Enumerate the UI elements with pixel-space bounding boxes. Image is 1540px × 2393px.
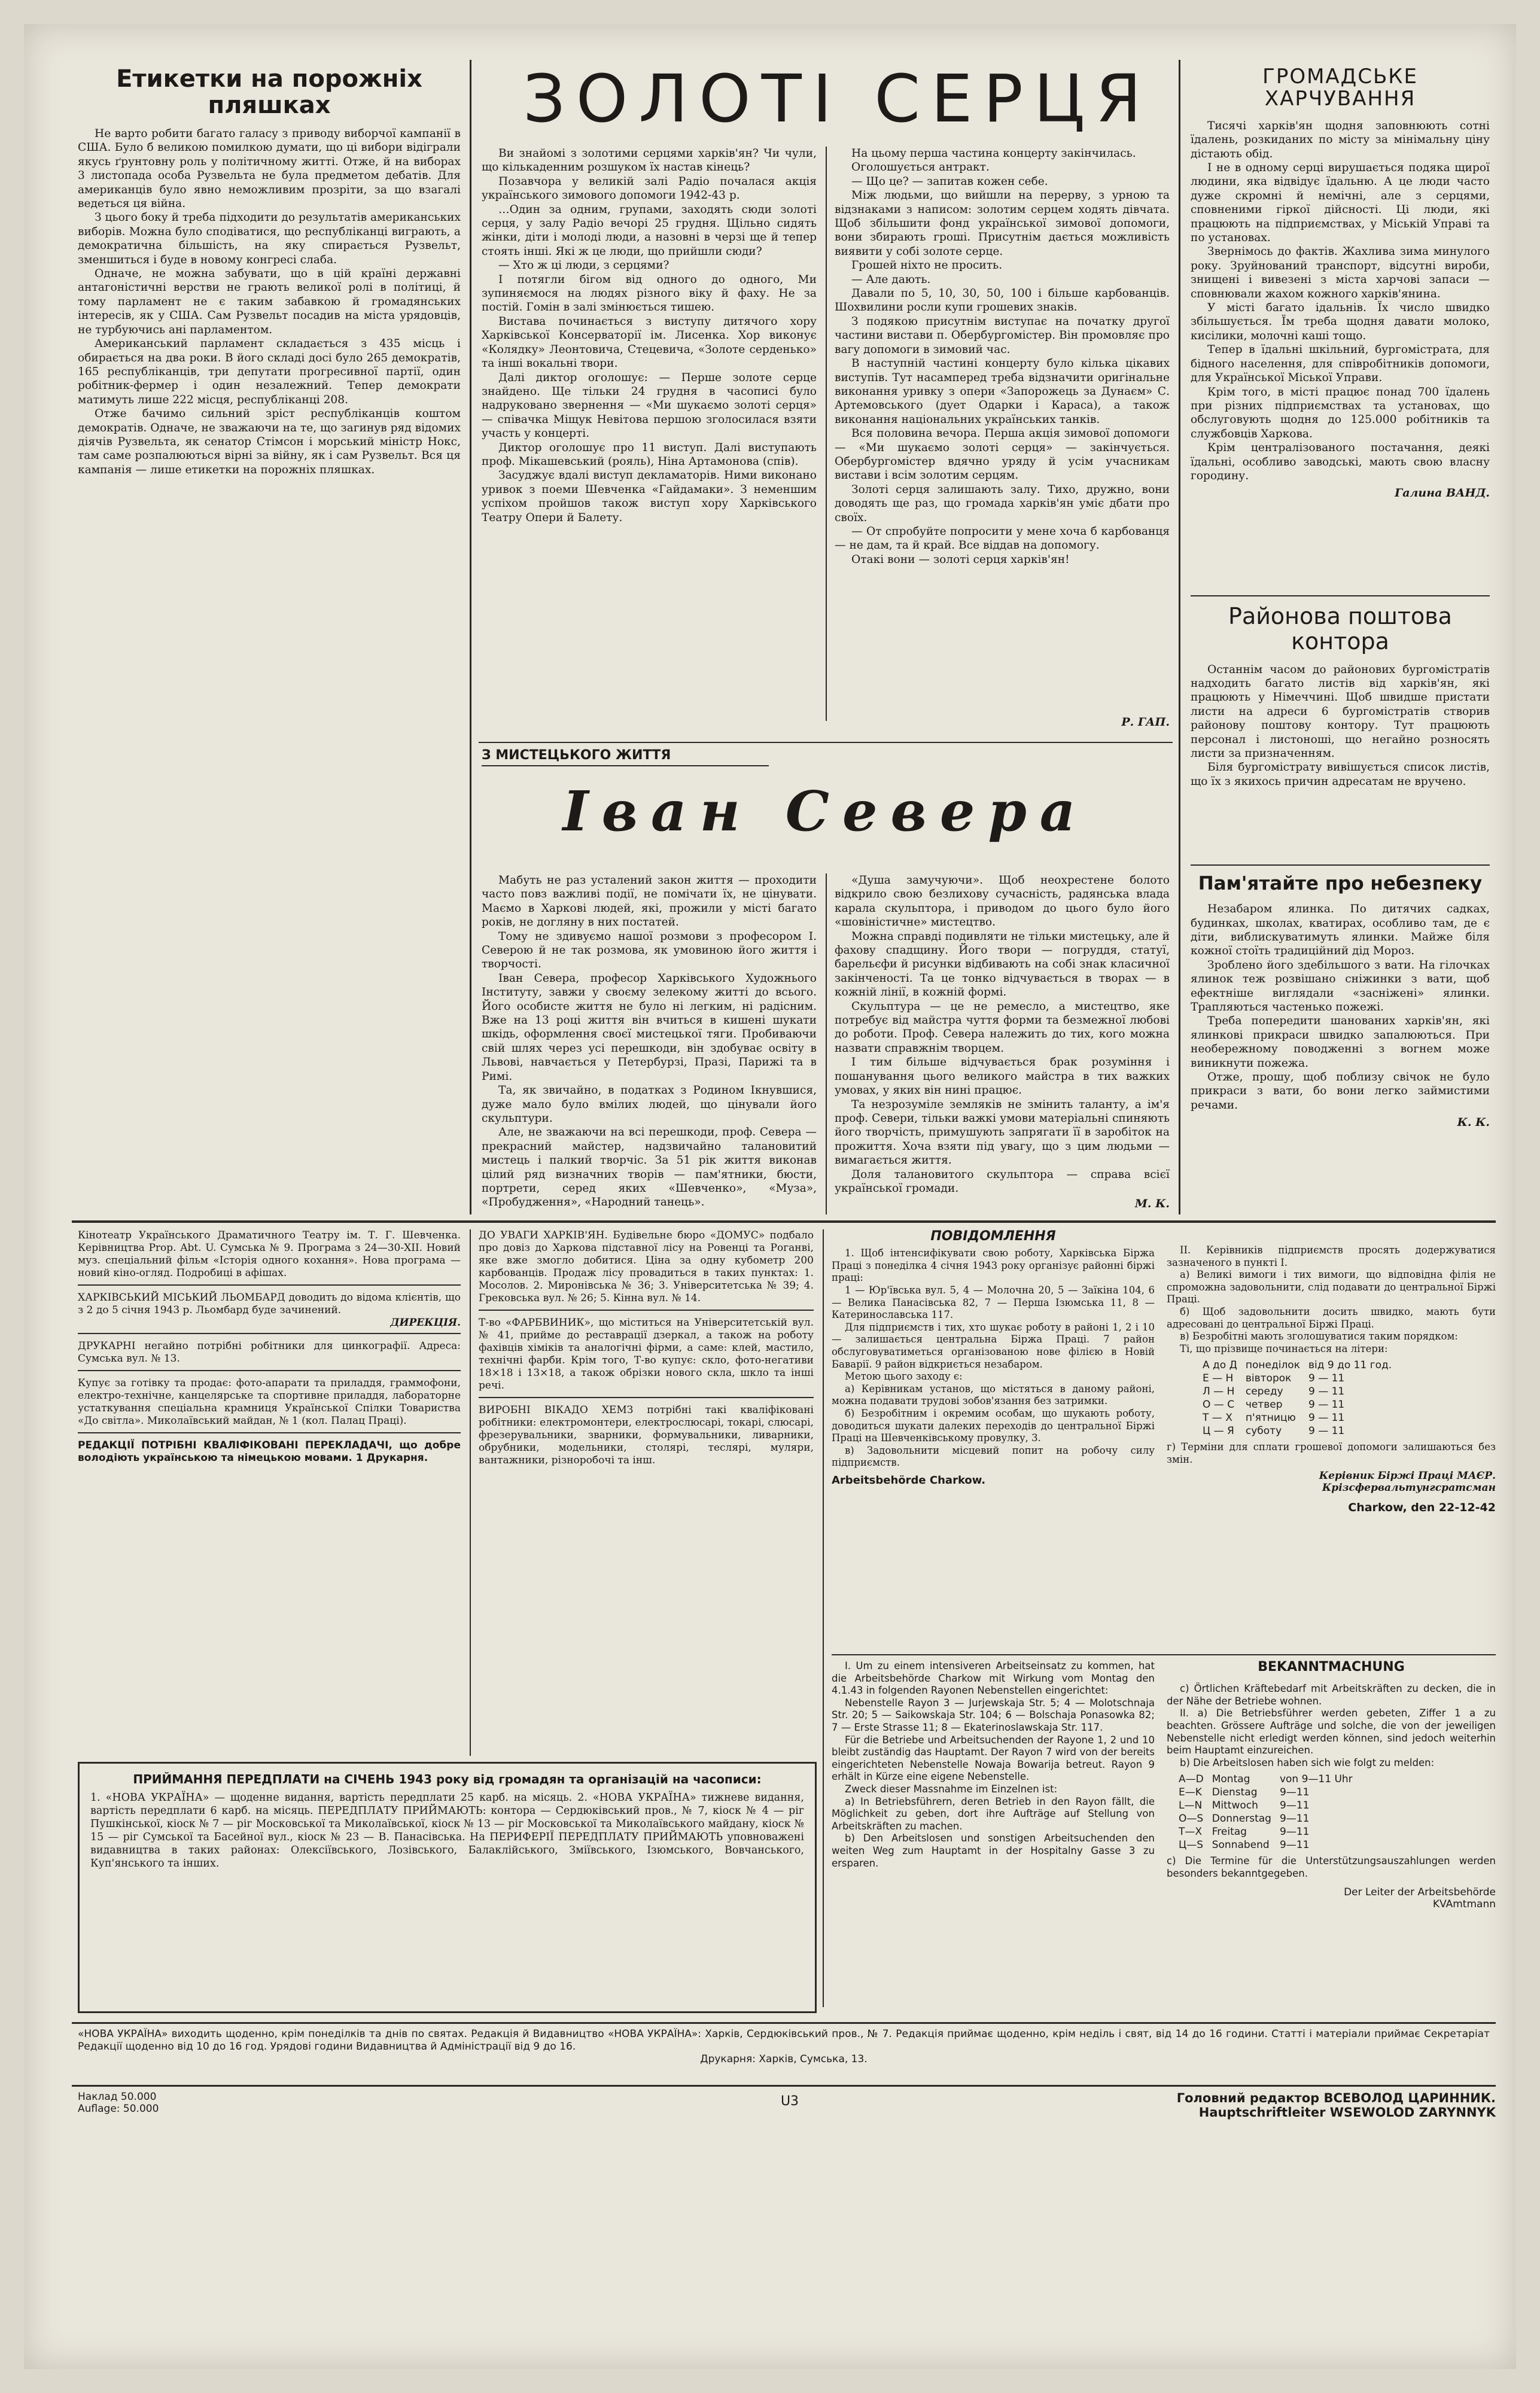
severa-col1 [482, 873, 817, 1214]
paragraph: Оголошується антракт. [851, 161, 990, 174]
paragraph: Але, не зважаючи на всі перешкоди, проф. Севера — прекрасний майстер, надзвичайно талановитий мистець і палкий творчіс. За 51 рік життя виконав цілий ряд визначних творів — пам'ятники, бюсти, портрети, серед яких «Шевченко», «Муза», «Пробудження», «Народний танець». [482, 1126, 817, 1209]
left-article [78, 66, 461, 796]
paragraph: c) Örtlichen Kräftebedarf mit Arbeitskräften zu decken, die in der Nähe der Betriebe wohnen. [1167, 1683, 1496, 1707]
schedule-row [1179, 1838, 1361, 1852]
schedule-letters: A—D [1179, 1773, 1204, 1786]
paragraph: Скульптура — це не ремесло, а мистецтво, яке потребує від майстра чуття форми та безмежної любові до роботи. Проф. Севера належить до тих, кого можна назвати справжнім творцем. [835, 1000, 1170, 1055]
paragraph: Золоті серця залишають залу. Тихо, дружно, вони доводять ще раз, що громада харків'ян уміє дбати про своїх. [835, 483, 1170, 524]
column-divider [470, 60, 471, 1214]
paragraph: Отже бачимо сильний зріст республіканців коштом демократів. Одначе, не зважаючи на те, що загинув ряд відомих діячів Рузвельта, як сенатор Стімсон і морський міністр Нокс, там саме розпалюються вірні за війну, як і сам Рузвельт. Вся ця кампанія — лише етикетки на порожніх пляшках. [78, 407, 461, 476]
schedule-row [1179, 1786, 1361, 1799]
schedule-row [1179, 1812, 1361, 1825]
schedule-letters: О — С [1203, 1399, 1235, 1411]
schedule-time: 9 — 11 [1308, 1386, 1345, 1398]
postal-title: Районова поштова контора [1228, 604, 1452, 654]
notice-sign1: Керівник Біржі Праці МАЄР. [1319, 1469, 1496, 1482]
schedule-letters: L—N [1179, 1800, 1203, 1812]
paragraph: б) Щоб задовольнити досить швидко, мають бути адресовані до центральної Біржі Праці. [1167, 1305, 1496, 1330]
paragraph: Тисячі харків'ян щодня заповнюють сотні їдалень, розкиданих по місту за мінімальну ціну дістають обід. [1191, 119, 1490, 160]
footer-info-text: «НОВА УКРАЇНА» виходить щоденно, крім понеділків та днів по святах. Редакція й Видавництво «НОВА УКРАЇНА»: Харків, Сердюківський пров., № 7. Редакція приймає щоденно, крім неділь і свят, від 14 до 16 години. Статті і матеріали приймає Секретаріат Редакції щоденно від 10 до 16 год. Урядові години Видавництва й Адміністрації від 9 до 16. [78, 2028, 1490, 2053]
bekannt-after: c) Die Termine für die Unterstützungsauszahlungen werden besonders bekanntgegeben. [1167, 1855, 1496, 1879]
paragraph: Треба попередити шанованих харків'ян, які ялинкові прикраси швидко запалюються. При необережному поводженні з вогнем може виникнути пожежа. [1191, 1015, 1490, 1070]
section-label: З МИСТЕЦЬКОГО ЖИТТЯ [482, 748, 769, 766]
column-divider [470, 1229, 471, 1756]
column-divider [823, 1229, 824, 2007]
signature: К. К. [1457, 1116, 1490, 1129]
paragraph: Für die Betriebe und Arbeitsuchenden der Rayone 1, 2 und 10 bleibt zuständig das Hauptamt. Der Rayon 7 wird von der bereits eingerichteten Nebenstelle Nowaja Bowarija betreut. Rayon 9 erhält in Kürze eine eigene Nebenstelle. [832, 1734, 1155, 1783]
circulation-de: Auflage: 50.000 [78, 2103, 159, 2115]
paragraph: — Але дають. [851, 273, 931, 286]
paragraph: Звернімось до фактів. Жахлива зима минулого року. Зруйнований транспорт, відсутні вироби, знищені і вивезені з міста харчові запаси — сповнювали жахом кожного харків'янина. [1191, 245, 1490, 300]
paragraph: — От спробуйте попросити у мене хоча б карбованця — не дам, та й край. Все віддав на допомогу. [835, 525, 1170, 552]
schedule-letters: E—K [1179, 1786, 1202, 1799]
schedule-day: Donnerstag [1212, 1813, 1271, 1825]
bekannt-sign1: Der Leiter der Arbeitsbehörde [1344, 1886, 1496, 1898]
paragraph: Метою цього заходу є: [845, 1371, 963, 1383]
schedule-time: von 9—11 Uhr [1279, 1773, 1353, 1786]
paragraph: Диктор оголошує про 11 виступ. Далі виступають проф. Мікашевський (рояль), Ніна Артамонова (спів). [482, 441, 817, 468]
paragraph: Засуджує вдалі виступ декламаторів. Ними виконано уривок з поеми Шевченка «Гайдамаки». З неменшим успіхом пройшов також виступ хору Харківського Театру Опери й Балету. [482, 469, 817, 524]
bekannt-title: BEKANNTMACHUNG [1258, 1660, 1405, 1675]
section-label-box [482, 748, 769, 772]
section-rule [479, 742, 1173, 743]
paragraph: Тепер в їдальні шкільний, бургомістрата, для бідного населення, для співробітників допомоги, для Української Міської Управи. [1191, 343, 1490, 385]
notice-ua-left [832, 1229, 1155, 1648]
paragraph: а) Керівникам установ, що містяться в даному районі, можна подавати трудові зобов'язання без затримки. [832, 1383, 1155, 1407]
center-article-col2 [835, 147, 1170, 715]
signature: Галина ВАНД. [1395, 486, 1490, 500]
danger-article [1191, 873, 1490, 1214]
paragraph: І не в одному серці вирушається подяка щирої людини, яка відвідує їдальню. А це люди часто дуже скромні й немічні, але з серцями, сповненими гіркої дійсності. Ці люди, які працюють на підприємствах, у Міській Управі та по установах. [1191, 162, 1490, 245]
paragraph: Між людьми, що вийшли на перерву, з урною та відзнаками з написом: золотим серцем ходять дівчата. Щоб збільшити фонд української зимової допомоги, вони збирають гроші. Присутнім дається можливість виявити у собі золоте серце. [835, 189, 1170, 258]
paragraph: a) In Betriebsführern, deren Betrieb in den Rayon fällt, die Möglichkeit zu geben, dort ihre Aufträge auf Stellung von Arbeitskräften zu machen. [832, 1795, 1155, 1832]
left-article-title: Етикетки на порожніх пляшках [116, 66, 422, 119]
paragraph: …Один за одним, групами, заходять сюди золоті серця, у залу Радіо вечорі 25 грудня. Щільно сидять жінки, діти і молоді люди, а назовні в черзі ще й тепер стоять інші. Які ж це люди, що прийшли сюди? [482, 203, 817, 258]
schedule-time: 9—11 [1279, 1800, 1310, 1812]
paragraph: Біля бургомістрату вивішується список листів, що їх з якихось причин адресатам не вручено. [1191, 761, 1490, 788]
headline-title: ЗОЛОТІ СЕРЦЯ [523, 66, 1152, 137]
center-article-col1 [482, 147, 817, 733]
paragraph: З подякою присутнім виступає на початку другої частини вистави п. Обербургомістер. Він промовляє про вагу допомоги в зимовий час. [835, 315, 1170, 356]
schedule-day: Montag [1212, 1773, 1250, 1786]
right-top-article [1191, 66, 1490, 592]
paragraph: Вся половина вечора. Перша акція зимової допомоги — «Ми шукаємо золоті серця» — закінчується. Обербургомістер вдячно уряду й усім учасникам вистави і всім золотим серцям. [835, 427, 1170, 482]
schedule-time: 9 — 11 [1308, 1399, 1345, 1411]
notice-date: Charkow, den 22-12-42 [1348, 1500, 1496, 1514]
signature: Р. ГАП. [1121, 716, 1170, 729]
ad-domus: ДО УВАГИ ХАРКІВ'ЯН. Будівельне бюро «ДОМУС» подбало про довіз до Харкова підставної лісу на Ровенці та Роганві, яке вже змогло добитися. Ціна за одну кубометр 200 карбованців. Продаж лісу провадиться в таких пунктах: 1. Мосолов. 2. Миронівська № 36; 3. Університетська № 39; 4. Грековська вул. № 26; 5. Кінна вул. № 14. [479, 1229, 814, 1311]
schedule-letters: T—X [1179, 1826, 1203, 1838]
notice-sign: Arbeitsbehörde Charkow. [832, 1473, 986, 1487]
paragraph: Не варто робити багато галасу з приводу виборчої кампанії в США. Було б великою помилкою думати, що ці вибори відіграли якусь ґрунтовну роль у політичному житті. Отже, й на виборах 3 листопада особа Рузвельта не була предметом дебатів. Для американців було явно неможливим прозріти, за що взагалі ведеться ця війна. [78, 127, 461, 211]
section-rule [1191, 864, 1490, 866]
bekannt-left [832, 1660, 1155, 2019]
schedule-row [1179, 1825, 1361, 1838]
section-rule [832, 1654, 1496, 1655]
ad-theatre: Кінотеатр Українського Драматичного Театру ім. Т. Г. Шевченка. Керівництва Prop. Abt. U. Сумська № 9. Програма з 24—30-XII. Новий муз. спеціальний фільм «Історія одного кохання». Нова програма — новий кіно-огляд. Подробиці в афішах. [78, 1229, 461, 1286]
schedule-time: від 9 до 11 год. [1308, 1359, 1392, 1372]
danger-title: Пам'ятайте про небезпеку [1198, 873, 1483, 894]
paragraph: Вистава починається з виступу дитячого хору Харківської Консерваторії ім. Лисенка. Хор виконує «Колядку» Леонтовича, Стецевича, «Золоте серденько» та інші вокальні твори. [482, 315, 817, 370]
paragraph: Мабуть не раз усталений закон життя — проходити часто повз важливі події, не помічати їх, не цінувати. Маємо в Харкові людей, які, прожили у місті багато років, не догляну в них постатей. [482, 874, 817, 929]
ad-printing: ДРУКАРНІ негайно потрібні робітники для цинкографії. Адреса: Сумська вул. № 13. [78, 1340, 461, 1371]
headline [479, 66, 1197, 144]
paragraph: II. a) Die Betriebsführer werden gebeten, Ziffer 1 a zu beachten. Grössere Aufträge und solche, die von der jeweiligen Nebenstelle nicht erledigt werden können, sind jedoch weiterhin beim Hauptamt einzureichen. [1167, 1707, 1496, 1756]
ad-pawnshop: ХАРКІВСЬКИЙ МІСЬКИЙ ЛЬОМБАРД доводить до відома клієнтів, що з 2 до 5 січня 1943 р. Льомбард буде зачинений. [78, 1292, 461, 1316]
schedule-row [1179, 1773, 1361, 1786]
postal-article [1191, 604, 1490, 861]
section-rule [1191, 595, 1490, 596]
schedule-letters: Ц—Ѕ [1179, 1839, 1203, 1852]
schedule-letters: А до Д [1203, 1359, 1237, 1372]
notice-sign2: Крізсфервальтунгсратсман [1322, 1481, 1496, 1494]
ads-column-left [78, 1229, 461, 1756]
paragraph: Та незрозуміле земляків не змінить таланту, а ім'я проф. Севери, тільки важкі умови матеріальні спиняють його творчість, примушують запрягати її в заробіток на прожиття. Хоча взяти під увагу, що з цим людьми — вимагається життя. [835, 1098, 1170, 1167]
schedule-time: 9—11 [1279, 1813, 1310, 1825]
schedule-letters: Л — Н [1203, 1386, 1235, 1398]
ad-shop: Купує за готівку та продає: фото-апарати та приладдя, граммофони, електро-технічне, канцелярське та спортивне приладдя, лабораторне устаткування спеціальна крамниця Української Спілки Товариства «До світла». Миколаївський майдан, № 1 (кол. Палац Праці). [78, 1377, 461, 1433]
schedule-letters: Ц — Я [1203, 1425, 1234, 1438]
paragraph: В наступній частині концерту було кілька цікавих виступів. Тут насамперед треба відзначити оригінальне виконання уривку з опери «Запорожець за Дунаєм» С. Артемовського (дует Одарки і Караса), а також виконання національних українських танків. [835, 357, 1170, 426]
subscription-title: ПРИЙМАННЯ ПЕРЕДПЛАТИ на СІЧЕНЬ 1943 року від громадян та організацій на часописи: [133, 1772, 762, 1786]
paragraph: Крім централізованого постачання, деякі їдальні, особливо заводські, мають свою власну городину. [1191, 442, 1490, 482]
paragraph: а) Великі вимоги і тих вимоги, що відповідна філія не спроможна задовольнити, слід подавати до центральної Біржі Праці. [1167, 1269, 1496, 1305]
schedule-row [1203, 1385, 1400, 1398]
circulation-ua: Наклад 50.000 [78, 2091, 157, 2103]
schedule-table-de [1179, 1773, 1361, 1852]
schedule-letters: Е — Н [1203, 1372, 1234, 1385]
column-divider [1179, 60, 1180, 1214]
paragraph: Позавчора у великій залі Радіо почалася акція українського зимового допомоги 1942-43 р. [482, 175, 817, 202]
paragraph: — Хто ж ці люди, з серцями? [498, 259, 669, 272]
severa-signature-box [835, 1194, 1170, 1215]
schedule-row [1203, 1359, 1400, 1372]
paragraph: Тому не здивуємо нашої розмови з професором І. Северою й не так розмова, як умовиною його життя і творчості. [482, 930, 817, 971]
notice-after: г) Терміни для сплати грошевої допомоги залишаються без змін. [1167, 1441, 1496, 1465]
paragraph: Останнім часом до районових бургомістратів надходить багато листів від харків'ян, які працюють у Німеччині. Щоб швидше пристати листи на адреси 6 бургомістратів створив районову поштову контору. Тут працюють персонал і листоноші, що негайно розносять листи за призначенням. [1191, 663, 1490, 760]
paragraph: Доля талановитого скульптора — справа всієї української громади. [835, 1168, 1170, 1195]
column-divider [826, 873, 827, 1214]
paragraph: Та, як звичайно, в податках з Родином Ікнувшися, дуже мало було вмілих людей, що цінували його скульптури. [482, 1084, 817, 1125]
schedule-day: п'ятницю [1245, 1412, 1296, 1424]
paragraph: Ви знайомі з золотими серцями харків'ян? Чи чули, що кількаденним розшуком їх настав кінець? [482, 147, 817, 174]
paragraph: 1 — Юр'ївська вул. 5, 4 — Молочна 20, 5 — Заїкіна 104, 6 — Велика Панасівська 82, 7 — Перша Ізюмська 11, 8 — Катеринославська 117. [832, 1284, 1155, 1321]
paragraph: Давали по 5, 10, 30, 50, 100 і більше карбованців. Шохвилини росли купи грошевих знаків. [835, 287, 1170, 314]
footer-rule [72, 2022, 1496, 2024]
paragraph: Іван Севера, професор Харківського Художнього Інституту, завжи у своєму зелекому житті до всього. Його особисте життя не було ні легким, ні радісним. Вже на 13 році життя він вчиться в кишені шукати шкідь, оформлення своєї мистецької тяги. Пробиваючи свій шлях через усі перешкоди, він здобуває освіту в Львові, навчається у Петербурзі, Празі, Парижі та в Римі. [482, 972, 817, 1083]
schedule-letters: O—S [1179, 1813, 1204, 1825]
bekannt-sign2: KVAmtmann [1432, 1898, 1496, 1910]
paragraph: Американський парламент складається з 435 місць і обирається на два роки. В його складі досі було 265 демократів, 165 республіканців, три депутати прогресивної партії, один робітник-фермер і один незалежний. Тепер демократи матимуть лише 222 місця, республіканці 208. [78, 337, 461, 406]
schedule-time: 9—11 [1279, 1839, 1310, 1852]
bottom-section-rule [72, 1220, 1496, 1223]
paragraph: На цьому перша частина концерту закінчилась. [851, 147, 1136, 160]
paragraph: Для підприємств і тих, хто шукає роботу в районі 1, 2 і 10 — залишається центральна Біржа Праці. 7 район обслуговуватиметься організованою нове філією в Новій Баварії. 9 район відкриється незабаром. [832, 1321, 1155, 1370]
bekannt-right [1167, 1660, 1496, 2019]
paragraph: З цього боку й треба підходити до результатів американських виборів. Можна було сподіватися, що республіканці виграють, а демократична більшість, на яку спирається Рузвельт, зменшиться і буде в новому конгресі слаба. [78, 211, 461, 266]
editor-ua: Головний редактор ВСЕВОЛОД ЦАРИННИК. [1176, 2091, 1496, 2105]
severa-title-box [482, 784, 1170, 867]
paragraph: 1. Щоб інтенсифікувати свою роботу, Харківська Біржа Праці з понеділка 4 січня 1943 року організує районні біржі праці: [832, 1247, 1155, 1284]
paragraph: — Що це? — запитав кожен себе. [851, 175, 1048, 188]
paragraph: Можна справді подивляти не тільки мистецьку, але й фахову спадщину. Його твори — погруддя, статуї, барельєфи й рисунки відбивають на собі знак класичної закінченості. Та це тонко відчувається в творах — в кожній лінії, в кожній формі. [835, 930, 1170, 999]
paragraph: Отже, прошу, щоб поблизу свічок не було прикраси з вати, бо вони легко займистими речами. [1191, 1070, 1490, 1112]
ad-editorial: РЕДАКЦІЇ ПОТРІБНІ КВАЛІФІКОВАНІ ПЕРЕКЛАДАЧІ, що добре володіють українською та німецькою мовами. 1 Друкарня. [78, 1439, 461, 1464]
schedule-day: суботу [1245, 1425, 1282, 1438]
schedule-row [1203, 1424, 1400, 1438]
schedule-day: вівторок [1245, 1372, 1292, 1385]
paragraph: Незабаром ялинка. По дитячих садках, будинках, школах, кватирах, особливо там, де є діти, виблискуватимуть ялинки. Майже біля кожної стоїть традиційний дід Мороз. [1191, 903, 1490, 958]
paragraph: І тим більше відчувається брак розуміння і пошанування цього великого майстра в тих важких умовах, у яких він нині працює. [835, 1056, 1170, 1097]
footer-circulation [78, 2091, 317, 2133]
schedule-row [1203, 1411, 1400, 1424]
paragraph: в) Безробітні мають зголошуватися таким порядком: [1180, 1331, 1458, 1342]
schedule-time: 9 — 11 [1308, 1412, 1345, 1424]
schedule-day: Sonnabend [1212, 1839, 1270, 1852]
left-article-body [78, 127, 461, 477]
paragraph: Одначе, не можна забувати, що в цій країні державні антагоністичні верстви не грають великої ролі в політиці, й тому парламент не є таким забавкою й громадянських інтересів, як у США. Сам Рузвельт посадив на міста урядовців, не турбуючись ані парламентом. [78, 267, 461, 336]
schedule-day: середу [1245, 1386, 1283, 1398]
schedule-time: 9—11 [1279, 1786, 1310, 1799]
schedule-time: 9 — 11 [1308, 1372, 1345, 1385]
severa-title: Іван Севера [562, 784, 1089, 844]
paragraph: Грошей ніхто не просить. [851, 259, 1003, 272]
ad-pawnshop-sign: ДИРЕКЦІЯ. [78, 1317, 461, 1334]
notice-ua-right [1167, 1244, 1496, 1651]
schedule-row [1203, 1398, 1400, 1411]
newspaper-page [24, 24, 1516, 2369]
subscription-box [78, 1762, 817, 2013]
schedule-time: 9 — 11 [1308, 1425, 1345, 1438]
paragraph: I. Um zu einem intensiveren Arbeitseinsatz zu kommen, hat die Arbeitsbehörde Charkow mit Wirkung vom Montag den 4.1.43 in folgenden Rayonen Nebenstellen eingerichtet: [832, 1660, 1155, 1697]
schedule-table-ua [1203, 1359, 1400, 1438]
footer-printer: Друкарня: Харків, Сумська, 13. [700, 2053, 868, 2065]
paragraph: Ті, що прізвище починається на літери: [1180, 1342, 1388, 1354]
footer-code-text: U3 [780, 2094, 799, 2109]
severa-col2 [835, 873, 1170, 1196]
footer-info [78, 2028, 1490, 2082]
paragraph: Крім того, в місті працює понад 700 їдалень при різних підприємствах та установах, що обслуговують щодня до 125.000 робітників та службовців Харкова. [1191, 385, 1490, 440]
ad-farbvnyk: Т-во «ФАРБВИНИК», що міститься на Університетській вул. № 41, прийме до реставрації дзеркал, а також на роботу фахівців хіміків та аналогічні фірми, а саме: клей, мастило, технічні фарби. Крім того, Т-во купує: скло, фото-негативи 18×18 і 13×18, а також обрізки нового скла, шкло та інші речі. [479, 1317, 814, 1398]
center-article-signature [835, 712, 1170, 736]
ads-column-middle [479, 1229, 814, 1756]
editor-de: Hauptschriftleiter WSEWOLOD ZARYNNYK [1198, 2105, 1496, 2120]
paragraph: «Душа замучуючи». Щоб неохрестене болото відкрило свою безлихову сучасність, радянська влада карала скульптора, і приводом до цього було його «шовіністичне» мистецтво. [835, 874, 1170, 929]
schedule-day: Freitag [1212, 1826, 1247, 1838]
paragraph: Nebenstelle Rayon 3 — Jurjewskaja Str. 5; 4 — Molotschnaja Str. 20; 5 — Saikowskaja Str. 104; 6 — Bolschaja Ponasowka 82; 7 — Erste Strasse 11; 8 — Ekaterinoslawskaja Str. 117. [832, 1697, 1155, 1733]
schedule-row [1179, 1799, 1361, 1812]
right-top-title: ГРОМАДСЬКЕ ХАРЧУВАННЯ [1262, 66, 1418, 111]
signature: М. К. [1134, 1197, 1170, 1210]
subscription-text: 1. «НОВА УКРАЇНА» — щоденне видання, вартість передплати 25 карб. на місяць. 2. «НОВА УКРАЇНА» тижневе видання, вартість передплати 6 карб. на місяць. ПЕРЕДПЛАТУ ПРИЙМАЮТЬ: контора — Сердюківський пров., № 7, кіоск № 4 — ріг Пушкінської, кіоск № 7 — ріг Московської та Миколаївської, кіоск № 13 — ріг Московської та Миколаївського майдану, кіоск № 15 — ріг Сумської та Басейної вул., кіоск № 23 — В. Панасівська. На ПЕРИФЕРІЇ ПЕРЕДПЛАТУ ПРИЙМАЮТЬ уповноважені видавництва в таких районах: Олексіївського, Лозівського, Балаклійського, Зміївського, Ізюмського, Вовчанського, Куп'янського та інших. [90, 1792, 804, 1870]
schedule-letters: Т — Х [1203, 1412, 1232, 1424]
column-divider [826, 147, 827, 721]
paragraph: У місті багато ідальнів. Їх число швидко збільшується. Їм треба щодня давати молоко, кисілики, молочні каші тощо. [1191, 302, 1490, 342]
paragraph: Далі диктор оголошує: — Перше золоте серце знайдено. Ще тільки 24 грудня в часописі було надруковано звернення — «Ми шукаємо золоті серця» — співачка Міщук Невітова першою зголосилася взяти участь у концерті. [482, 371, 817, 440]
paragraph: II. Керівників підприємств просять додержуватися зазначеного в пункті I. [1167, 1244, 1496, 1268]
schedule-day: понеділок [1245, 1359, 1300, 1372]
paragraph: в) Задовольнити місцевий попит на робочу силу підприємств. [832, 1444, 1155, 1469]
paragraph: Зроблено його здебільшого з вати. На гілочках ялинок теж розвішано сніжинки з вати, щоб ефектніше виглядали «засніжені» ялинки. Трапляються частенько пожежі. [1191, 958, 1490, 1013]
footer-rule [72, 2085, 1496, 2087]
schedule-time: 9—11 [1279, 1826, 1310, 1838]
schedule-row [1203, 1372, 1400, 1385]
ad-hems: ВИРОБНІ ВІКАДО ХЕМЗ потрібні такі кваліфіковані робітники: електромонтери, електрослюсарі, токарі, слюсарі, фрезерувальники, зварники, формувальники, ливарники, обрубники, модельники, столярі, теслярі, муляри, вантажники, різноробочі та інш. [479, 1404, 814, 1466]
paragraph: І потягли бігом від одного до одного, Ми зупиняємося на людях різного віку й фаху. Не за постій. Гомін в залі змінюється тишею. [482, 273, 817, 314]
footer-editor [1041, 2091, 1496, 2133]
schedule-day: четвер [1245, 1399, 1283, 1411]
notice-title: ПОВІДОМЛЕННЯ [930, 1229, 1056, 1244]
paragraph: b) Die Arbeitslosen haben sich wie folgt zu melden: [1180, 1756, 1435, 1768]
footer-code [730, 2094, 850, 2118]
paragraph: Отакі вони — золоті серця харків'ян! [851, 553, 1070, 566]
schedule-day: Dienstag [1212, 1786, 1258, 1799]
paragraph: b) Den Arbeitslosen und sonstigen Arbeitsuchenden den weiten Weg zum Hauptamt in der Hospitalny Gasse 3 zu ersparen. [832, 1832, 1155, 1869]
schedule-day: Mittwoch [1212, 1800, 1258, 1812]
paragraph: б) Безробітним і окремим особам, що шукають роботу, доводиться шукати далеких переходів до центральної Біржі Праці на Шевченківському провулку, 3. [832, 1407, 1155, 1444]
paragraph: Zweck dieser Massnahme im Einzelnen ist: [845, 1783, 1058, 1795]
